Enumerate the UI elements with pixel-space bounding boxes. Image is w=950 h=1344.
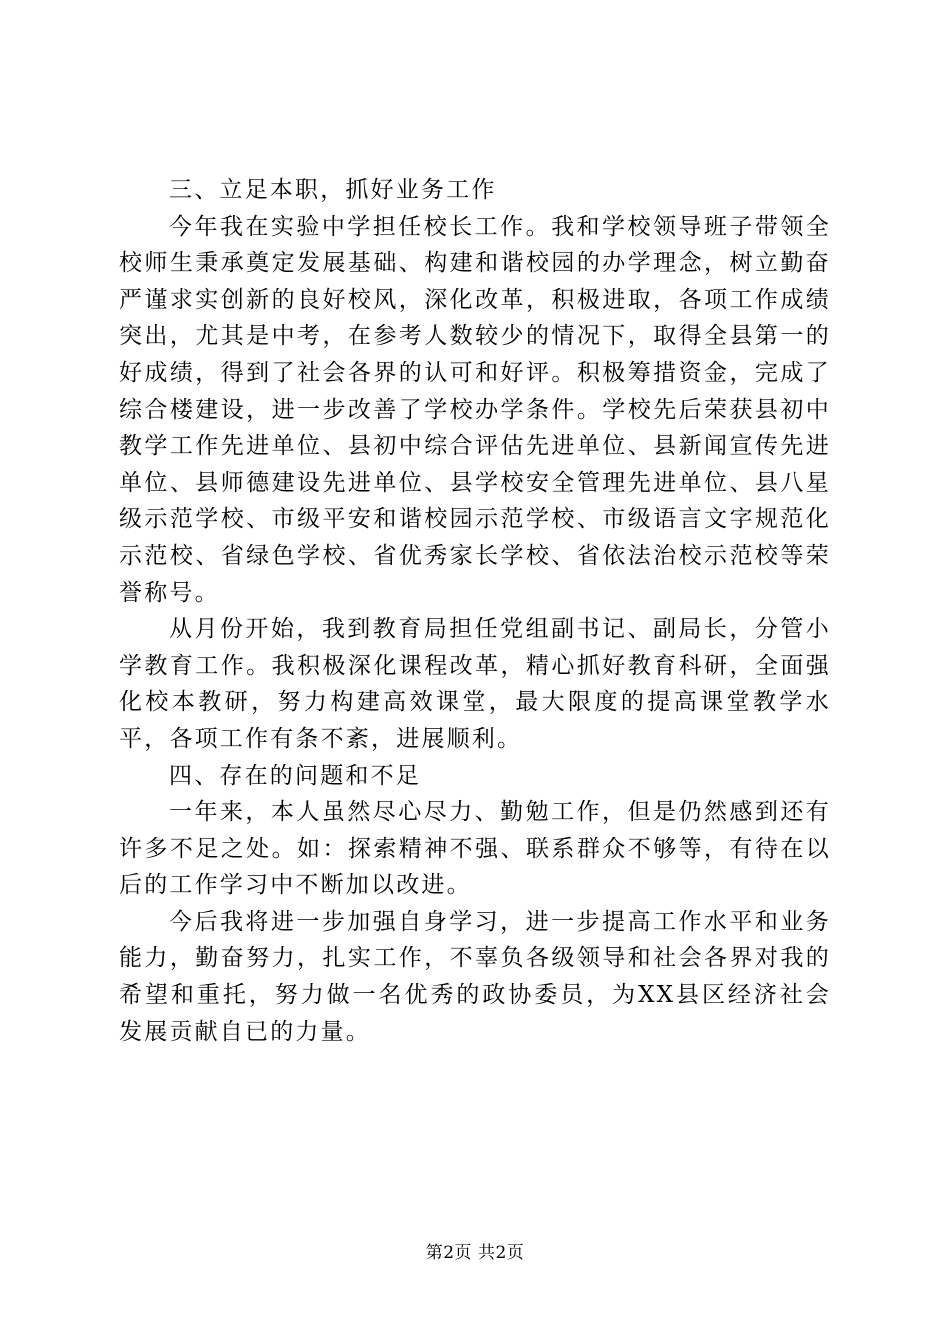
- section-heading-3: 三、立足本职，抓好业务工作: [169, 177, 497, 203]
- section-heading-4: 四、存在的问题和不足: [169, 762, 421, 789]
- paragraph-education-bureau: 从月份开始，我到教育局担任党组副书记、副局长，分管小学教育工作。我积极深化课程改革，精心抓好教育科研，全面强化校本教研，努力构建高效课堂，最大限度的提高课堂教学水平，各项工作有条不紊，进展顺利。: [119, 616, 831, 752]
- paragraph-future-plans: 今后我将进一步加强自身学习，进一步提高工作水平和业务能力，勤奋努力，扎实工作，不辜负各级领导和社会各界对我的希望和重托，努力做一名优秀的政协委员，为XX县区经济社会发展贡献自已的力量。: [119, 908, 831, 1045]
- paragraph-shortcomings: 一年来，本人虽然尽心尽力、勤勉工作，但是仍然感到还有许多不足之处。如：探索精神不强、联系群众不够等，有待在以后的工作学习中不断加以改进。: [119, 799, 831, 899]
- paragraph-school-work: 今年我在实验中学担任校长工作。我和学校领导班子带领全校师生秉承奠定发展基础、构建和谐校园的办学理念，树立勤奋严谨求实创新的良好校风，深化改革，积极进取，各项工作成绩突出，尤其是中考，在参考人数较少的情况下，取得全县第一的好成绩，得到了社会各界的认可和好评。积极筹措资金，完成了综合楼建设，进一步改善了学校办学条件。学校先后荣获县初中教学工作先进单位、县初中综合评估先进单位、县新闻宣传先进单位、县师德建设先进单位、县学校安全管理先进单位、县八星级示范学校、市级平安和谐校园示范学校、市级语言文字规范化示范校、省绿色学校、省优秀家长学校、省依法治校示范校等荣誉称号。: [119, 213, 831, 606]
- page-number-footer: 第2页 共2页: [425, 1243, 525, 1263]
- document-body: [119, 172, 831, 1050]
